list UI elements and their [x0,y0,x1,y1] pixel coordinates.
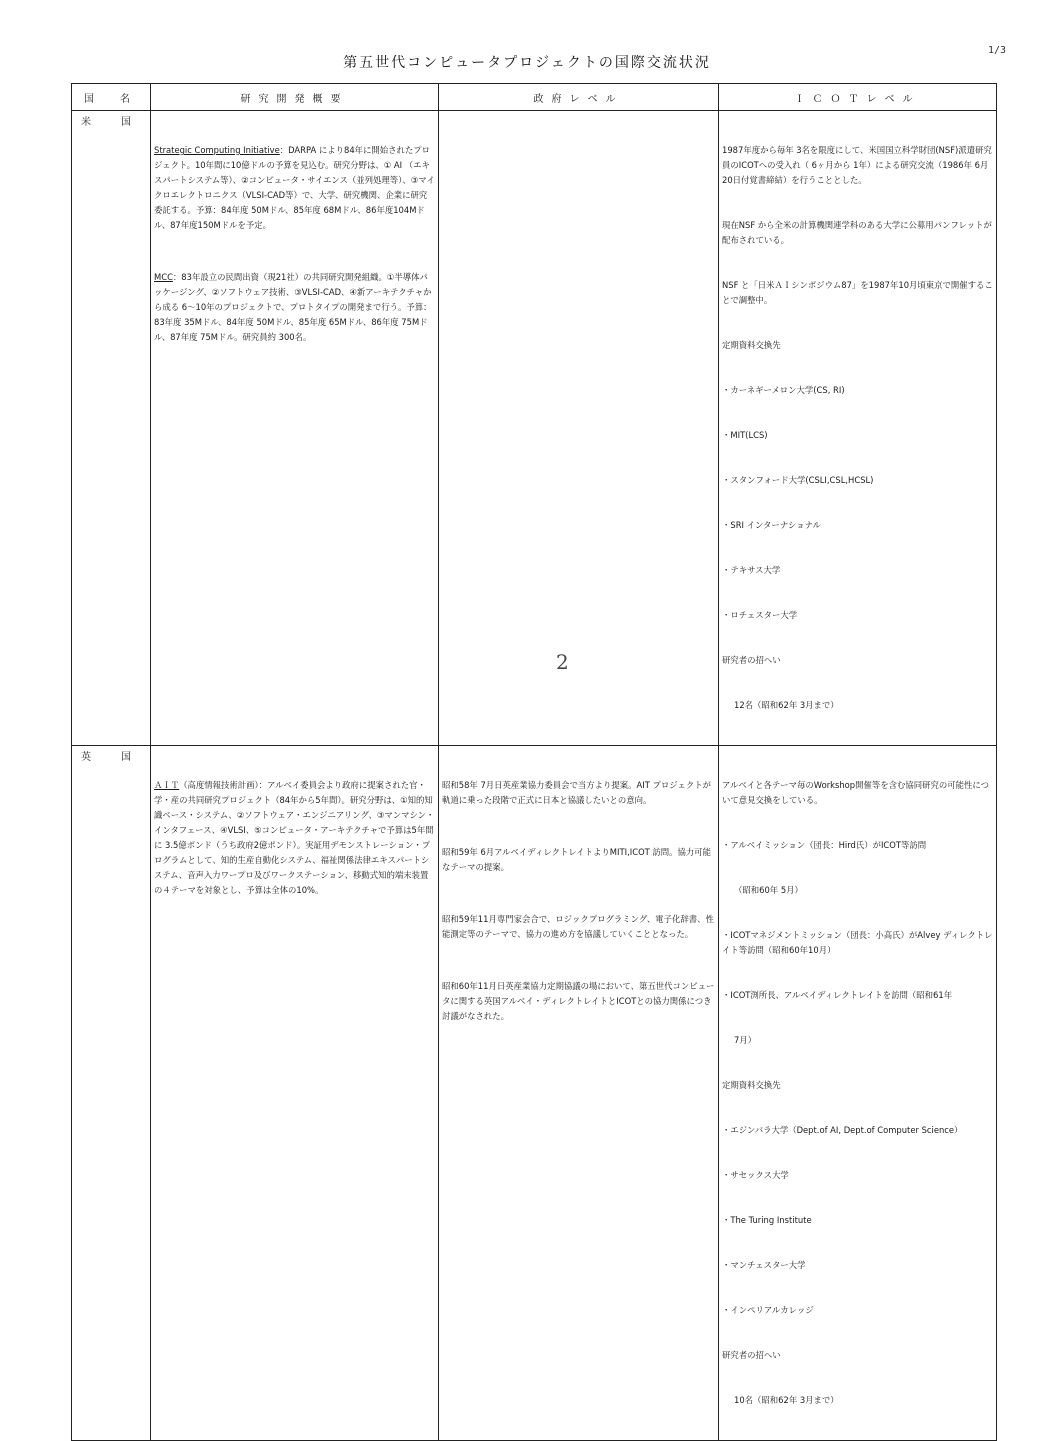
research-item-heading: MCC [154,272,173,282]
icot-paragraph: NSF と「日米ＡＩシンポジウム87」を1987年10月頃東京で開催することで調整中。 [722,280,993,305]
research-item [154,270,435,345]
column-header-government: 政府レベル [439,84,719,111]
visit-date: 7月） [734,1035,757,1045]
government-paragraph: 昭和59年11月専門家会合で、ロジックプログラミング、電子化辞書、性能測定等のテーマで、協力の進め方を協議していくこととなった。 [442,914,714,939]
research-item-heading: ＡＩＴ [154,780,180,790]
exchange-status-table [71,83,997,1441]
research-item-text: ：DARPA により84年に開始されたプロジェクト。10年間に10億ドルの予算を見込む。研究分野は、① AI （エキスパートシステム等）、②コンピュータ・サイエンス（並列処理等）、③マイクロエレクトロニクス（VLSI-CAD等）で、大学、研究機関、企業に研究委託する。予算：84年度 50Mドル、85年度 68Mドル、86年度104Mドル、87年度150Mドルを予定。 [154,145,435,230]
icot-paragraph: 1987年度から毎年 3名を限度にして、米国国立科学財団(NSF)派遣研究員のICOTへの受入れ（ 6ヶ月から 1年）による研究交流（1986年 6月20日付覚書締結）を行うこととした。 [722,145,992,185]
invite-value: 12名（昭和62年 3月まで） [734,700,839,710]
government-paragraph: 昭和59年 6月アルベイディレクトレイトよりMITI,ICOT 訪問。協力可能なテーマの提案。 [442,847,712,872]
government-paragraph: 昭和60年11月日英産業協力定期協議の場において、第五世代コンピュータに関する英国アルベイ・ディレクトレイトとICOTとの協力関係につき討議がなされた。 [442,981,715,1021]
visit-item: ・ICOTマネジメントミッション（団長：小高氏）がAlvey ディレクトレイト等訪問（昭和60年10月） [722,930,993,955]
list-item: ・カーネギーメロン大学(CS, RI) [722,385,845,395]
list-item: ・エジンバラ大学（Dept.of AI, Dept.of Computer Science） [722,1125,963,1135]
document-title: 第五世代コンピュータプロジェクトの国際交流状況 [343,55,711,71]
list-item: ・ロチェスター大学 [722,610,798,620]
research-item-text: （高度情報技術計画）：アルベイ委員会より政府に提案された官・学・産の共同研究プロジェクト（84年から5年間）。研究分野は、①知的知識ベース・システム、②ソフトウェア・エンジニアリング、③マンマシン・インタフェース、④VLSI、⑤コンピュータ・アーキテクチャで予算は5年間に 3.5億ポンド（うち政府2億ポンド）。実証用デモンストレーション・プログラムとして、知的生産自動化システム、福祉関係法律エキスパートシステム、音声入力ワープロ及びワークステーション、移動式知的端末装置の４テーマを対象とし、予算は全体の10%。 [154,780,435,895]
list-item: ・マンチェスター大学 [722,1260,806,1270]
column-header-icot: ＩＣＯＴレベル [719,84,997,111]
visit-date: （昭和60年 5月） [734,885,803,895]
exchange-label: 定期資料交換先 [722,340,781,350]
government-cell-uk [439,746,719,1441]
list-item: ・サセックス大学 [722,1170,789,1180]
research-item-heading: Strategic Computing Initiative [154,145,280,155]
research-cell-uk [151,746,439,1441]
table-row-usa [72,111,997,746]
invite-label: 研究者の招へい [722,1350,781,1360]
list-item: ・MIT(LCS) [722,430,768,440]
list-item: ・SRI インターナショナル [722,520,821,530]
government-cell-usa [439,111,719,746]
invite-value: 10名（昭和62年 3月まで） [734,1395,839,1405]
list-item: ・スタンフォード大学(CSLI,CSL,HCSL) [722,475,874,485]
table-row-uk [72,746,997,1441]
icot-cell-uk [719,746,997,1441]
country-cell-usa: 米 国 [72,111,151,746]
list-item: ・The Turing Institute [722,1215,812,1225]
visit-item: ・アルベイミッション（団長：Hird氏）がICOT等訪問 [722,840,927,850]
research-item [154,143,435,233]
list-item: ・インペリアルカレッジ [722,1305,814,1315]
handwritten-page-mark: 2 [556,650,569,674]
column-header-country: 国 名 [72,84,151,111]
icot-paragraph: 現在NSF から全米の計算機関連学科のある大学に公募用パンフレットが配布されている。 [722,220,992,245]
column-header-research: 研究開発概要 [151,84,439,111]
government-paragraph: 昭和58年 7月日英産業協力委員会で当方より提案。AIT プロジェクトが軌道に乗った段階で正式に日本と協議したいとの意向。 [442,780,711,805]
invite-label: 研究者の招へい [722,655,781,665]
list-item: ・テキサス大学 [722,565,781,575]
icot-paragraph: アルベイと各テーマ毎のWorkshop開催等を含む協同研究の可能性について意見交換をしている。 [722,780,989,805]
page-number: 1/3 [988,45,1007,56]
icot-cell-usa [719,111,997,746]
exchange-label: 定期資料交換先 [722,1080,781,1090]
visit-item: ・ICOT渕所長、アルベイディレクトレイトを訪問（昭和61年 [722,990,953,1000]
country-cell-uk: 英 国 [72,746,151,1441]
research-item [154,778,435,898]
research-cell-usa [151,111,439,746]
research-item-text: ：83年設立の民間出資（現21社）の共同研究開発組織。①半導体パッケージング、②ソフトウェア技術、③VLSI-CAD、④新アーキテクチャから成る 6～10年のプロジェクトで、プロトタイプの開発まで行う。予算：83年度 35Mドル、84年度 50Mドル、85年度 65Mドル、86年度 75Mドル、87年度 75Mドル。研究員約 300名。 [154,272,432,342]
table-header-row [72,84,997,111]
